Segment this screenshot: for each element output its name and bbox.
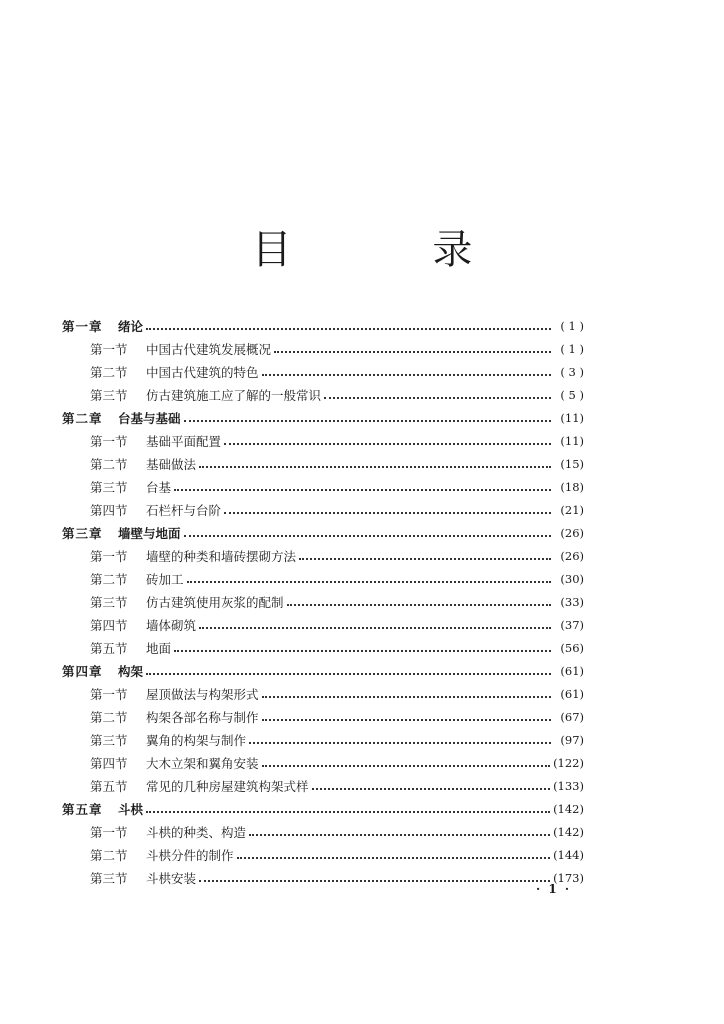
toc-entry-title: 台基与基础 bbox=[118, 410, 181, 426]
toc-chapter-row bbox=[62, 521, 584, 544]
toc-section-row bbox=[62, 567, 584, 590]
toc-dot-leader bbox=[274, 339, 551, 353]
toc-entry-label: 第一节 bbox=[90, 686, 128, 702]
toc-section-row bbox=[62, 705, 584, 728]
toc-entry-label: 第三节 bbox=[90, 870, 128, 886]
toc-entry-label: 第五节 bbox=[90, 778, 128, 794]
toc-entry-page: (67) bbox=[560, 709, 584, 724]
toc-entry-title: 基础平面配置 bbox=[146, 433, 222, 449]
toc-entry-page: (26) bbox=[560, 525, 584, 540]
toc-dot-leader bbox=[249, 730, 551, 744]
toc-section-row bbox=[62, 590, 584, 613]
toc-section-row bbox=[62, 774, 584, 797]
toc-entry-page: (30) bbox=[560, 571, 584, 586]
toc-entry-title: 斗栱分件的制作 bbox=[146, 847, 234, 863]
toc-dot-leader bbox=[174, 477, 551, 491]
toc-dot-leader bbox=[262, 684, 551, 698]
toc-entry-page: ( 5 ) bbox=[560, 387, 584, 402]
toc-section-row bbox=[62, 613, 584, 636]
toc-entry-title: 屋顶做法与构架形式 bbox=[146, 686, 259, 702]
toc-entry-label: 第三节 bbox=[90, 594, 128, 610]
toc-entry-title: 台基 bbox=[146, 479, 172, 495]
toc-entry-title: 斗栱的种类、构造 bbox=[146, 824, 247, 840]
toc-section-row bbox=[62, 636, 584, 659]
toc-entry-label: 第五节 bbox=[90, 640, 128, 656]
toc-entry-title: 翼角的构架与制作 bbox=[146, 732, 247, 748]
toc-dot-leader bbox=[224, 431, 551, 445]
toc-dot-leader bbox=[262, 707, 551, 721]
toc-entry-label: 第一节 bbox=[90, 341, 128, 357]
toc-entry-label: 第三节 bbox=[90, 732, 128, 748]
toc-dot-leader bbox=[287, 592, 551, 606]
toc-entry-page: (142) bbox=[553, 801, 584, 816]
toc-entry-page: (15) bbox=[560, 456, 584, 471]
toc-entry-title: 构架 bbox=[118, 663, 144, 679]
toc-entry-title: 墙壁的种类和墙砖摆砌方法 bbox=[146, 548, 297, 564]
toc-entry-label: 第四节 bbox=[90, 617, 128, 633]
toc-dot-leader bbox=[249, 822, 550, 836]
toc-entry-page: (26) bbox=[560, 548, 584, 563]
toc-chapter-row bbox=[62, 406, 584, 429]
toc-entry-page: (173) bbox=[553, 870, 584, 885]
toc-dot-leader bbox=[146, 316, 551, 330]
toc-dot-leader bbox=[184, 523, 551, 537]
toc-entry-page: (61) bbox=[560, 663, 584, 678]
toc-dot-leader bbox=[324, 385, 551, 399]
toc-entry-title: 中国古代建筑发展概况 bbox=[146, 341, 272, 357]
toc-entry-title: 地面 bbox=[146, 640, 172, 656]
toc-entry-label: 第一节 bbox=[90, 824, 128, 840]
toc-entry-label: 第二节 bbox=[90, 364, 128, 380]
toc-entry-page: (97) bbox=[560, 732, 584, 747]
toc-entry-page: (37) bbox=[560, 617, 584, 632]
toc-section-row bbox=[62, 544, 584, 567]
toc-section-row bbox=[62, 383, 584, 406]
toc-section-row bbox=[62, 866, 584, 889]
toc-dot-leader bbox=[262, 362, 551, 376]
toc-entry-page: (21) bbox=[560, 502, 584, 517]
toc-chapter-row bbox=[62, 314, 584, 337]
toc-entry-page: (144) bbox=[553, 847, 584, 862]
toc-entry-title: 石栏杆与台阶 bbox=[146, 502, 222, 518]
toc-entry-title: 墙体砌筑 bbox=[146, 617, 197, 633]
toc-entry-label: 第一节 bbox=[90, 433, 128, 449]
toc-entry-label: 第四章 bbox=[62, 663, 103, 679]
toc-entry-title: 墙壁与地面 bbox=[118, 525, 181, 541]
toc-entry-label: 第一章 bbox=[62, 318, 103, 334]
toc-entry-page: ( 1 ) bbox=[560, 341, 584, 356]
toc-section-row bbox=[62, 475, 584, 498]
toc-entry-label: 第二章 bbox=[62, 410, 103, 426]
toc-chapter-row bbox=[62, 659, 584, 682]
toc-section-row bbox=[62, 820, 584, 843]
toc-entry-label: 第二节 bbox=[90, 456, 128, 472]
toc-dot-leader bbox=[174, 638, 551, 652]
toc-entry-page: (122) bbox=[553, 755, 584, 770]
toc-section-row bbox=[62, 337, 584, 360]
toc-entry-label: 第一节 bbox=[90, 548, 128, 564]
toc-entry-title: 中国古代建筑的特色 bbox=[146, 364, 259, 380]
toc-section-row bbox=[62, 843, 584, 866]
toc-entry-label: 第四节 bbox=[90, 755, 128, 771]
toc-entry-title: 仿古建筑使用灰浆的配制 bbox=[146, 594, 284, 610]
page-number: · 1 · bbox=[536, 882, 572, 896]
toc-dot-leader bbox=[312, 776, 551, 790]
toc-dot-leader bbox=[199, 454, 551, 468]
toc-dot-leader bbox=[199, 868, 550, 882]
toc-entry-title: 砖加工 bbox=[146, 571, 184, 587]
toc-entry-label: 第四节 bbox=[90, 502, 128, 518]
toc-section-row bbox=[62, 498, 584, 521]
toc-entry-label: 第二节 bbox=[90, 571, 128, 587]
toc-section-row bbox=[62, 360, 584, 383]
toc-chapter-row bbox=[62, 797, 584, 820]
toc-entry-label: 第五章 bbox=[62, 801, 103, 817]
toc-entry-title: 常见的几种房屋建筑构架式样 bbox=[146, 778, 309, 794]
toc-entry-title: 绪论 bbox=[118, 318, 144, 334]
toc-section-row bbox=[62, 728, 584, 751]
toc-dot-leader bbox=[146, 661, 551, 675]
toc-entry-label: 第三章 bbox=[62, 525, 103, 541]
toc-entry-page: (33) bbox=[560, 594, 584, 609]
toc-dot-leader bbox=[237, 845, 551, 859]
toc-entry-label: 第三节 bbox=[90, 387, 128, 403]
toc-dot-leader bbox=[224, 500, 551, 514]
toc-section-row bbox=[62, 682, 584, 705]
toc-entry-label: 第三节 bbox=[90, 479, 128, 495]
toc-entry-page: (61) bbox=[560, 686, 584, 701]
toc-entry-page: ( 3 ) bbox=[560, 364, 584, 379]
toc-entry-title: 大木立架和翼角安装 bbox=[146, 755, 259, 771]
toc-entry-label: 第二节 bbox=[90, 709, 128, 725]
toc-entry-label: 第二节 bbox=[90, 847, 128, 863]
toc-entry-page: (18) bbox=[560, 479, 584, 494]
table-of-contents bbox=[62, 314, 584, 889]
toc-section-row bbox=[62, 452, 584, 475]
toc-dot-leader bbox=[262, 753, 551, 767]
page-title: 目 录 bbox=[251, 227, 537, 273]
toc-entry-title: 斗栱安装 bbox=[146, 870, 197, 886]
toc-dot-leader bbox=[146, 799, 550, 813]
toc-entry-page: (11) bbox=[560, 433, 584, 448]
toc-entry-page: (56) bbox=[560, 640, 584, 655]
toc-dot-leader bbox=[187, 569, 551, 583]
toc-entry-title: 仿古建筑施工应了解的一般常识 bbox=[146, 387, 322, 403]
toc-entry-title: 构架各部名称与制作 bbox=[146, 709, 259, 725]
toc-entry-title: 基础做法 bbox=[146, 456, 197, 472]
toc-entry-page: (133) bbox=[553, 778, 584, 793]
toc-dot-leader bbox=[184, 408, 551, 422]
toc-section-row bbox=[62, 429, 584, 452]
toc-entry-title: 斗栱 bbox=[118, 801, 144, 817]
toc-entry-page: (142) bbox=[553, 824, 584, 839]
toc-section-row bbox=[62, 751, 584, 774]
toc-dot-leader bbox=[299, 546, 551, 560]
toc-entry-page: ( 1 ) bbox=[560, 318, 584, 333]
toc-dot-leader bbox=[199, 615, 551, 629]
toc-entry-page: (11) bbox=[560, 410, 584, 425]
